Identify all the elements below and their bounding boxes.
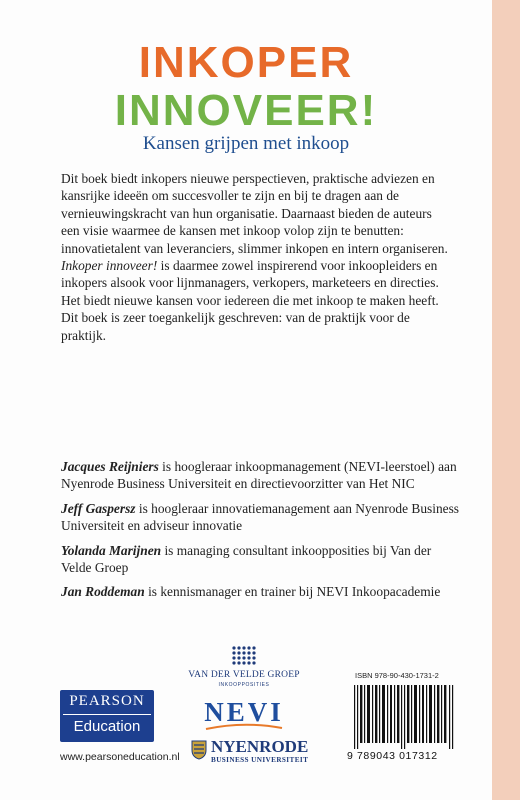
barcode-number: 9 789043 017312 (347, 750, 438, 762)
nevi-logo: NEVI (204, 697, 284, 727)
vdv-logo-name: VAN DER VELDE GROEP (188, 670, 300, 680)
book-title-italic: Inkoper innoveer! (61, 258, 158, 274)
author-name: Jacques Reijniers (61, 459, 159, 474)
title-line-1: INKOPER (138, 38, 354, 87)
vdv-dots-icon (231, 645, 257, 667)
pearson-logo (60, 690, 154, 742)
nyenrode-logo-name: NYENRODE (211, 737, 309, 756)
author-entry (61, 542, 461, 577)
blurb-paragraph-2 (61, 257, 451, 344)
nyenrode-shield-icon (191, 740, 207, 760)
nevi-swoosh-icon (204, 723, 284, 731)
author-bio: is hoogleraar inkoopmanagement (NEVI-leerstoel) aan Nyenrode Business Universiteit en directievoorzitter van Het NIC (61, 459, 457, 492)
author-bio: is kennismanager en trainer bij NEVI Inkoopacademie (144, 584, 441, 600)
nyenrode-logo-sub: BUSINESS UNIVERSITEIT (211, 756, 309, 764)
title-line-2: INNOVEER! (114, 86, 378, 135)
author-entry (61, 583, 461, 600)
pearson-logo-rule (63, 714, 151, 715)
author-name: Jan Roddeman (61, 584, 145, 600)
pearson-logo-education: Education (73, 718, 141, 735)
author-bio: is hoogleraar innovatiemanagement aan Nyenrode Business Universiteit en adviseur innovatie (61, 500, 460, 534)
pearson-logo-name: PEARSON (69, 693, 145, 709)
blurb-paragraph-2-text: is daarmee zowel inspirerend voor inkoopleiders en inkopers alsook voor lijnmanagers, verkopers, marketeers en directies. Het biedt nieuwe kansen voor iedereen die met inkoop te maken heeft. Dit boek is zeer toegankelijk geschreven: van de praktijk voor de praktijk. (61, 258, 439, 343)
author-name: Yolanda Marijnen (61, 542, 162, 558)
barcode (352, 685, 456, 749)
isbn-text: ISBN 978-90-430-1731-2 (355, 671, 439, 680)
subtitle: Kansen grijpen met inkoop (142, 133, 350, 154)
vdv-logo-sub: INKOOPPOSITIES (218, 682, 270, 688)
author-list (61, 458, 461, 608)
author-name: Jeff Gaspersz (61, 500, 136, 516)
blurb-paragraph-1: Dit boek biedt inkopers nieuwe perspectieven, praktische adviezen en kansrijke ideeën om succesvoller te zijn en bij te dragen aan de vernieuwingskracht van hun organisatie. Daarnaast bieden de auteurs een visie waarmee de kansen met inkoop volop zijn te benutten: innovatietalent van leveranciers, slimmer inkopen en intern organiseren. (61, 171, 448, 256)
blurb (61, 170, 451, 344)
publisher-url: www.pearsoneducation.nl (60, 751, 180, 763)
author-entry (61, 500, 461, 535)
spine-edge (492, 0, 520, 800)
author-entry (61, 458, 461, 493)
author-bio: is managing consultant inkoopposities bij Van der Velde Groep (61, 542, 432, 576)
